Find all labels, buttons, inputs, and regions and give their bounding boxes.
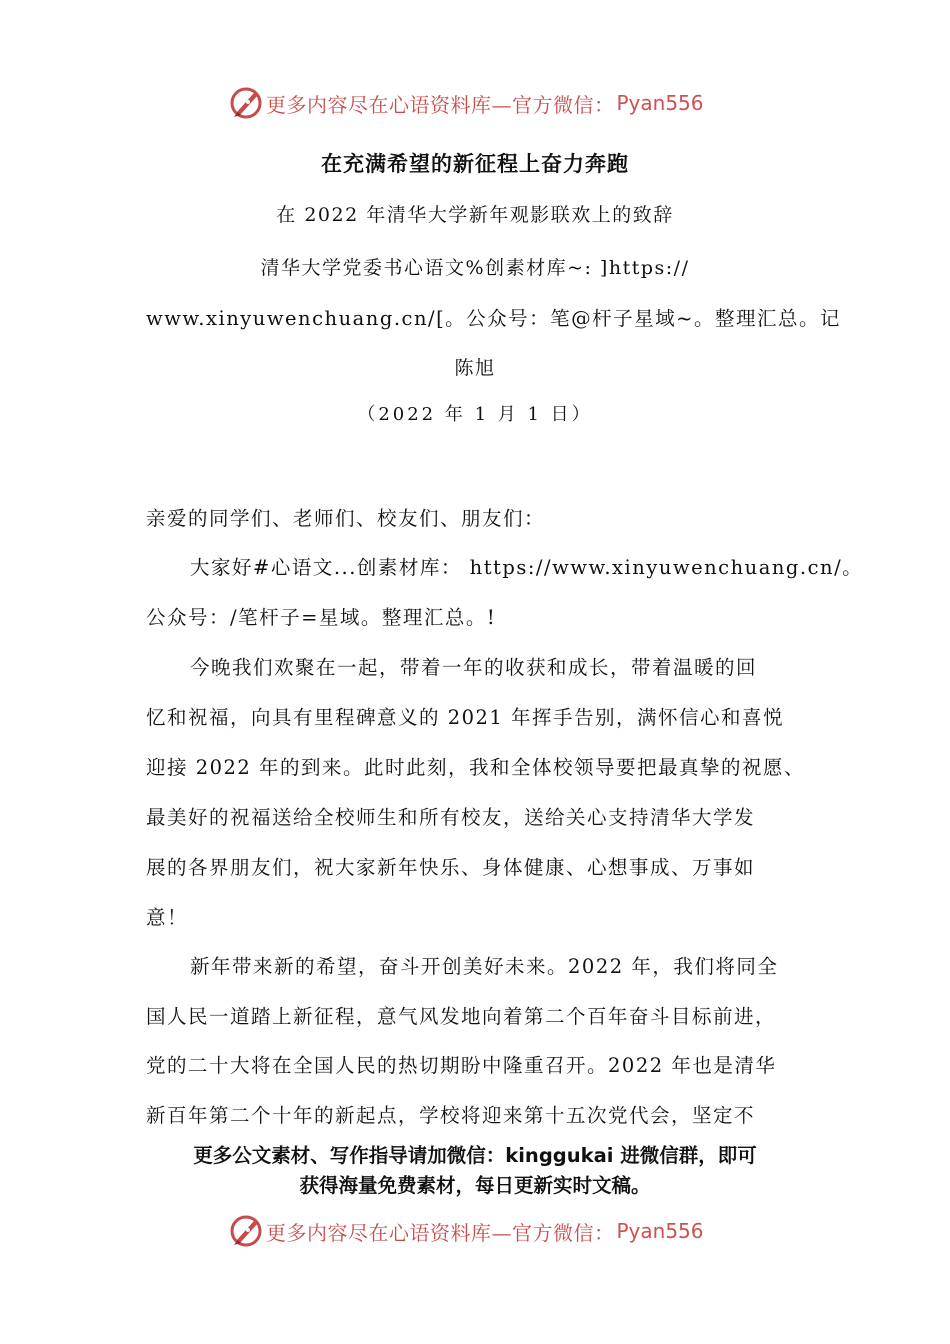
salutation: 亲爱的同学们、老师们、校友们、朋友们： xyxy=(146,507,546,530)
promo-line: 更多公文素材、写作指导请加微信：kinggukai 进微信群，即可 xyxy=(193,1144,757,1167)
body-line: 新年带来新的希望，奋斗开创美好未来。2022 年，我们将同全 xyxy=(190,955,779,978)
body-line: 大家好#心语文...创素材库： https://www.xinyuwenchuang.cn/。 xyxy=(190,556,864,579)
speech-date: （2022 年 1 月 1 日） xyxy=(357,404,593,425)
body-line: 忆和祝福，向具有里程碑意义的 2021 年挥手告别，满怀信心和喜悦 xyxy=(146,706,785,729)
pen-logo-icon xyxy=(228,85,264,121)
banner-wechat-id: Pyan556 xyxy=(616,1219,704,1243)
header-banner xyxy=(0,82,950,124)
banner-text: 更多内容尽在心语资料库—官方微信： xyxy=(266,92,615,117)
body-line: 国人民一道踏上新征程，意气风发地向着第二个百年奋斗目标前进， xyxy=(146,1005,777,1028)
body-line: 党的二十大将在全国人民的热切期盼中隆重召开。2022 年也是清华 xyxy=(146,1054,777,1077)
promo-line: 获得海量免费素材，每日更新实时文稿。 xyxy=(299,1174,651,1197)
footer-banner xyxy=(0,1210,950,1252)
body-line: 新百年第二个十年的新起点，学校将迎来第十五次党代会，坚定不 xyxy=(146,1104,756,1127)
page-title: 在充满希望的新征程上奋力奔跑 xyxy=(321,151,629,176)
banner-text: 更多内容尽在心语资料库—官方微信： xyxy=(266,1220,615,1245)
pen-logo-icon xyxy=(228,1213,264,1249)
body-line: 意！ xyxy=(146,906,189,929)
body-line: 迎接 2022 年的到来。此时此刻，我和全体校领导要把最真挚的祝愿、 xyxy=(146,756,806,779)
body-line: 最美好的祝福送给全校师生和所有校友，送给关心支持清华大学发 xyxy=(146,806,756,829)
byline-author: 陈旭 xyxy=(454,357,496,379)
body-line: 公众号：/笔杆子=星域。整理汇总。! xyxy=(146,606,497,629)
subtitle: 在 2022 年清华大学新年观影联欢上的致辞 xyxy=(276,204,674,226)
body-line: 今晚我们欢聚在一起，带着一年的收获和成长，带着温暖的回 xyxy=(190,656,758,679)
byline-line: 清华大学党委书心语文%创素材库~: ]https:// xyxy=(260,257,690,279)
byline-line: www.xinyuwenchuang.cn/[。公众号：笔@杆子星域~。整理汇总。记 xyxy=(146,307,842,330)
banner-wechat-id: Pyan556 xyxy=(616,91,704,115)
body-line: 展的各界朋友们，祝大家新年快乐、身体健康、心想事成、万事如 xyxy=(146,856,756,879)
